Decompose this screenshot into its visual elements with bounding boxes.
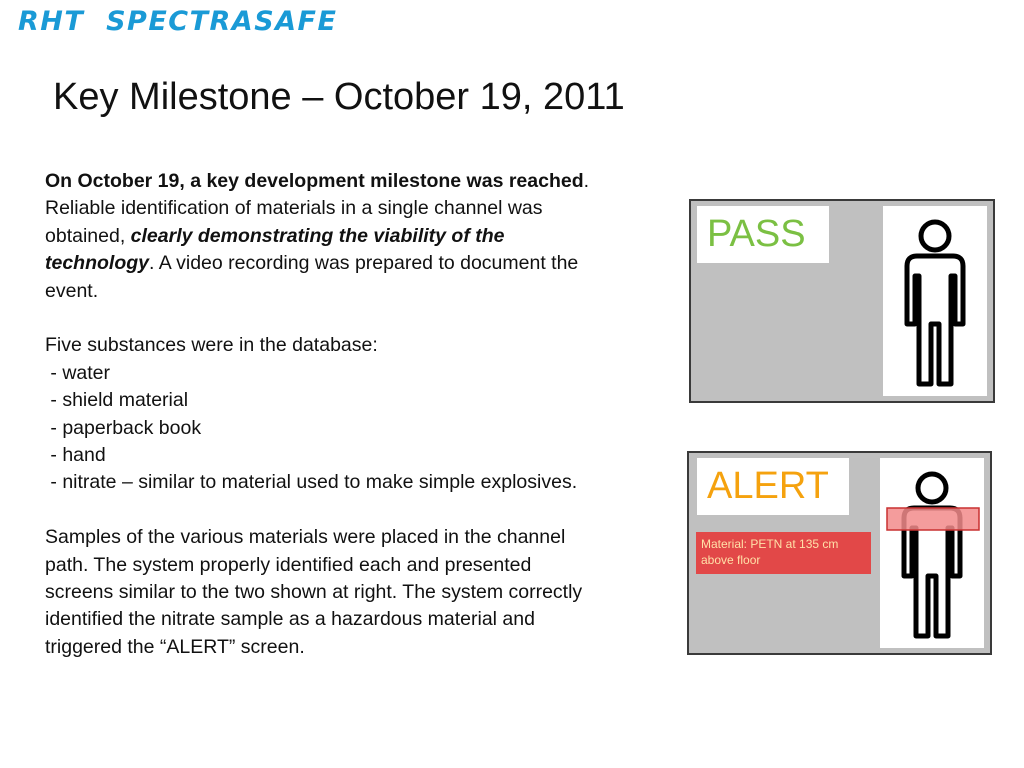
substance-list (45, 360, 605, 497)
substances-intro: Five substances were in the database: (45, 334, 378, 357)
list-item: - nitrate – similar to material used to make simple explosives. (45, 471, 578, 494)
milestone-bold-text: On October 19, a key development milestone was reached (45, 170, 584, 192)
milestone-end-text: . A video recording was prepared to document the event. (45, 252, 579, 302)
alert-screen (687, 451, 992, 655)
list-item: - hand (45, 444, 106, 467)
samples-paragraph: Samples of the various materials were placed in the channel path. The system properly identified each and presented screens similar to the two shown at right. The system correctly identified the nitrate sample as a hazardous material and triggered the “ALERT” screen. (45, 526, 583, 658)
hazard-highlight (887, 508, 979, 530)
pass-screen (689, 199, 995, 403)
figure-panel (883, 206, 987, 396)
person-outline-icon (883, 206, 987, 396)
company-logo: RHT SPECTRASAFE (18, 6, 338, 37)
figure-panel (880, 458, 984, 648)
milestone-paragraph (45, 168, 605, 305)
person-outline-icon (880, 458, 984, 648)
alert-status-label: ALERT (697, 458, 849, 515)
pass-status-label: PASS (697, 206, 829, 263)
slide-title: Key Milestone – October 19, 2011 (53, 76, 625, 118)
list-item: - paperback book (45, 416, 202, 439)
milestone-emphasis-text: clearly demonstrating the viability of the technology (45, 224, 505, 275)
material-note: Material: PETN at 135 cm above floor (696, 532, 871, 574)
milestone-text: . Reliable identification of materials in a single channel was obtained, (45, 170, 590, 247)
body-text (45, 168, 605, 661)
list-item: - shield material (45, 389, 189, 412)
list-item: - water (45, 361, 111, 384)
